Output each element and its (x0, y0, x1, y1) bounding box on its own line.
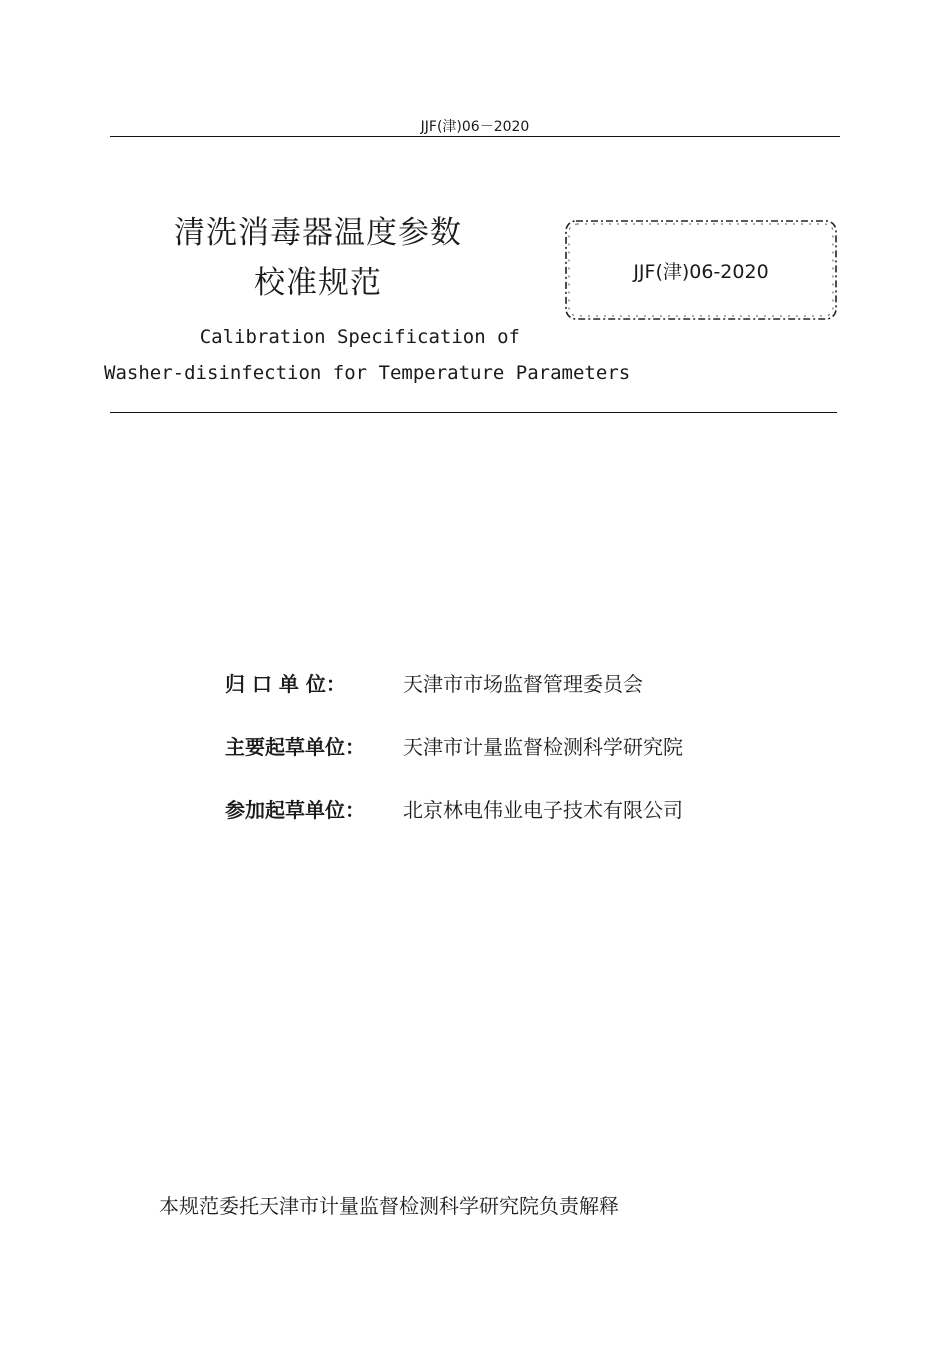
org-value: 天津市计量监督检测科学研究院 (403, 735, 683, 759)
standard-code-text: JJF(津)06-2020 (633, 261, 769, 283)
org-row-participating-drafting-unit (225, 794, 683, 823)
org-label: 归 口 单 位： (225, 672, 346, 696)
header-standard-code: JJF(津)06－2020 (420, 119, 530, 135)
org-label: 主要起草单位： (225, 735, 365, 759)
org-row-responsible-unit (225, 668, 643, 697)
org-label: 参加起草单位： (225, 798, 365, 822)
standard-code-box (562, 217, 840, 323)
title-divider (110, 412, 837, 413)
org-value: 天津市市场监督管理委员会 (403, 672, 643, 696)
org-value: 北京林电伟业电子技术有限公司 (403, 798, 683, 822)
org-row-main-drafting-unit (225, 731, 683, 760)
header-divider (110, 136, 840, 137)
title-chinese-line1: 清洗消毒器温度参数 (174, 215, 462, 251)
title-english-line1: Calibration Specification of (199, 326, 520, 348)
title-english-line2: Washer-disinfection for Temperature Parameters (104, 362, 631, 384)
title-chinese-line2: 校准规范 (254, 265, 382, 301)
interpretation-note: 本规范委托天津市计量监督检测科学研究院负责解释 (159, 1194, 619, 1218)
